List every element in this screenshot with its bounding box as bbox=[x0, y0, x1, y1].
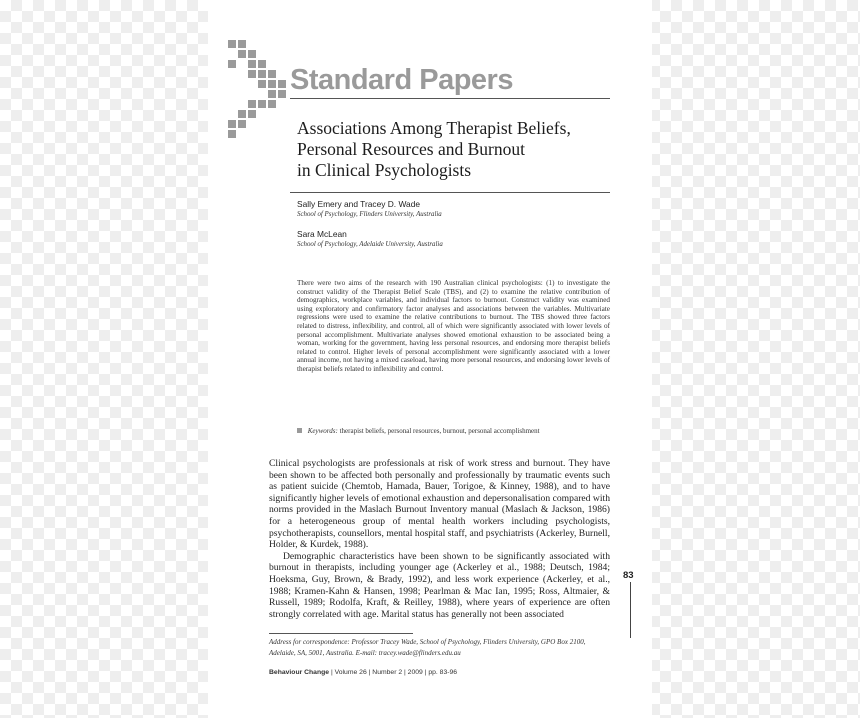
paper-title-line: in Clinical Psychologists bbox=[297, 160, 472, 180]
journal-year: 2009 bbox=[407, 669, 423, 676]
body-paragraph: Clinical psychologists are professionals at risk of work stress and burnout. They have been shown to be affected both personally and professionally by traumatic events such as patient suicide (Chemtob, Hamada, Bauer, Torigoe, & Kinney, 1988), and to have significantly higher levels of emotional exhaustion and depersonalisation compared with norms provided in the Maslach Burnout Inventory manual (Maslach & Jackson, 1986) for a heterogeneous group of mental health workers including psychologists, psychotherapists, counsellors, mental hospital staff, and psychiatrists (Ackerley, Burnell, Holder, & Kurdek, 1988). bbox=[269, 458, 610, 551]
paper-title-line: Associations Among Therapist Beliefs, bbox=[297, 118, 571, 138]
keywords-text: therapist beliefs, personal resources, burnout, personal accomplishment bbox=[339, 427, 540, 435]
title-rule bbox=[290, 192, 610, 193]
keywords-label: Keywords: bbox=[307, 427, 338, 435]
paper-title bbox=[297, 118, 617, 181]
abstract: There were two aims of the research with 190 Australian clinical psychologists: (1) to investigate the construct validity of the Therapist Belief Scale (TBS), and (2) to examine the relative contribution of demographics, workplace variables, and individual factors to burnout. Construct validity was examined using exploratory and confirmatory factor analyses and associations between the variables. Multivariate regressions were used to examine the relative contributions to burnout. The TBS showed three factors related to distress, inflexibility, and control, all of which were significantly associated with lower levels of personal accomplishment. Multivariate analyses showed emotional exhaustion to be associated being a woman, working for the government, having less personal resources, and endorsing more therapist beliefs related to control. Higher levels of personal accomplishment were significantly associated with a lower annual income, not having a mixed caseload, having more personal resources, and endorsing lower levels of therapist beliefs related to inflexibility and control. bbox=[297, 279, 610, 373]
correspondence-note: Address for correspondence: Professor Tracey Wade, School of Psychology, Flinders University, GPO Box 2100, Adelaide, SA, 5001, Australia. E-mail: tracey.wade@flinders.edu.au bbox=[269, 638, 586, 657]
author-affiliation: School of Psychology, Flinders University, Australia bbox=[297, 211, 442, 218]
separator: | bbox=[330, 669, 333, 676]
author-affiliation: School of Psychology, Adelaide University, Australia bbox=[297, 241, 443, 248]
separator: | bbox=[368, 669, 371, 676]
body-text bbox=[269, 458, 610, 620]
header-rule bbox=[290, 98, 610, 99]
page-number-rule bbox=[630, 582, 631, 638]
author-names: Sara McLean bbox=[297, 229, 347, 239]
body-paragraph: Demographic characteristics have been shown to be significantly associated with burnout in therapists, including younger age (Ackerley et al., 1988; Deutsch, 1984; Hoeksma, Guy, Brown, & Brady, 1992), and less work experience (Ackerley, et al., 1988; Kramen-Kahn & Hansen, 1998; Pearlman & Mac Ian, 1995; Ross, Altmaier, & Russell, 1989; Rodolfa, Kraft, & Reilley, 1988), where years of experience are often strongly correlated with age. Marital status has generally not been associated bbox=[269, 550, 610, 620]
bullet-square-icon bbox=[297, 428, 302, 433]
journal-pages: pp. 83-96 bbox=[428, 669, 458, 676]
journal-number: Number 2 bbox=[372, 669, 403, 676]
separator: | bbox=[424, 669, 427, 676]
footnote-rule bbox=[269, 633, 413, 634]
keywords bbox=[297, 427, 610, 435]
separator: | bbox=[404, 669, 406, 676]
journal-volume: Volume 26 bbox=[334, 669, 367, 676]
journal-name: Behaviour Change bbox=[269, 669, 330, 676]
journal-page bbox=[208, 0, 652, 718]
page-number: 83 bbox=[623, 570, 634, 581]
journal-citation bbox=[269, 669, 610, 676]
paper-title-line: Personal Resources and Burnout bbox=[297, 139, 525, 159]
section-title: Standard Papers bbox=[290, 64, 513, 96]
author-names: Sally Emery and Tracey D. Wade bbox=[297, 199, 421, 209]
